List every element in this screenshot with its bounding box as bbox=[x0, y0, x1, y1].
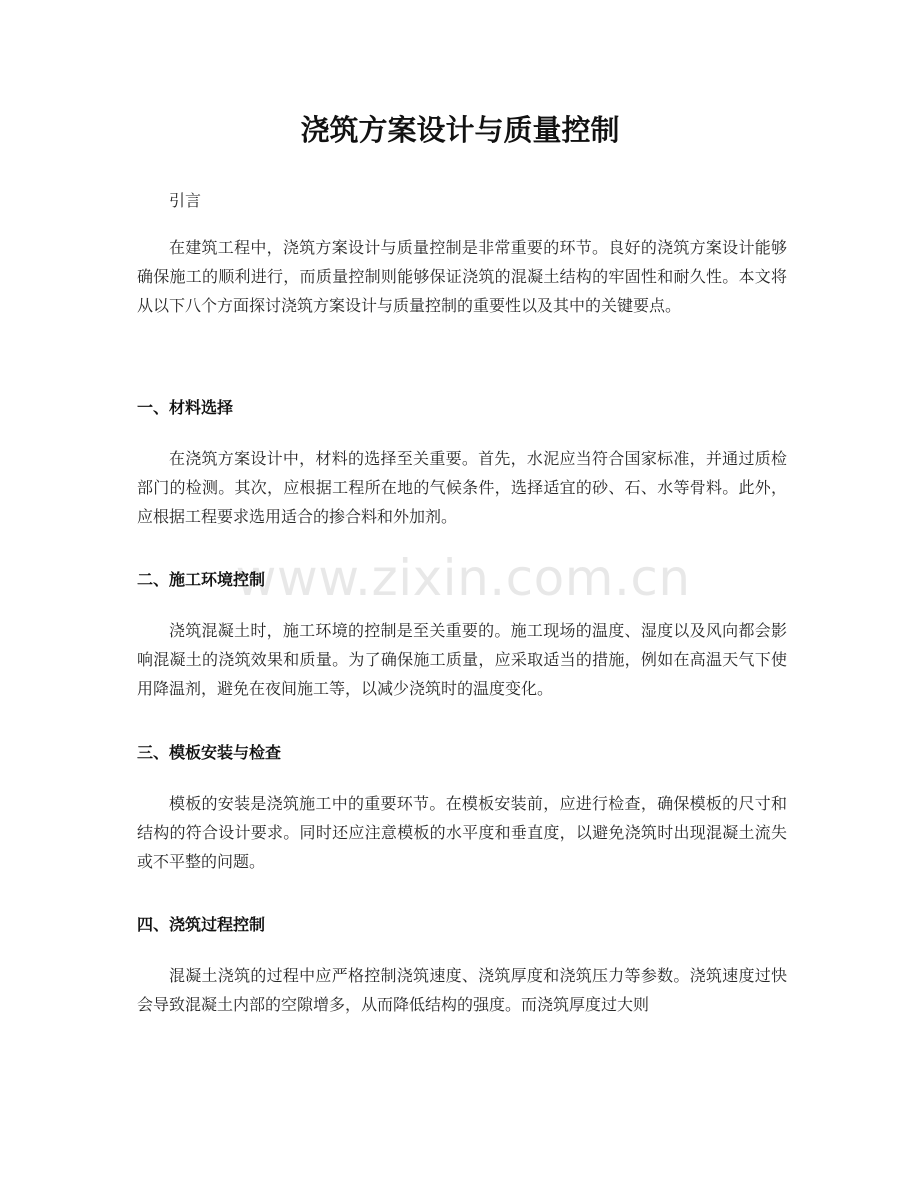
section-3-body-block bbox=[137, 789, 787, 876]
section-paragraph: 浇筑混凝土时，施工环境的控制是至关重要的。施工现场的温度、湿度以及风向都会影响混凝土的浇筑效果和质量。为了确保施工质量，应采取适当的措施，例如在高温天气下使用降温剂，避免在夜间施工等，以减少浇筑时的温度变化。 bbox=[137, 621, 787, 698]
section-4-body-block bbox=[137, 961, 787, 1019]
intro-label-block bbox=[137, 186, 787, 215]
intro-label: 引言 bbox=[169, 191, 202, 210]
section-heading: 一、材料选择 bbox=[137, 398, 234, 417]
section-paragraph: 混凝土浇筑的过程中应严格控制浇筑速度、浇筑厚度和浇筑压力等参数。浇筑速度过快会导致混凝土内部的空隙增多，从而降低结构的强度。而浇筑厚度过大则 bbox=[137, 966, 787, 1014]
section-1-heading-block bbox=[137, 395, 787, 421]
section-heading: 四、浇筑过程控制 bbox=[137, 915, 266, 934]
watermark: www.zixin.com.cn bbox=[235, 549, 691, 607]
section-paragraph: 在浇筑方案设计中，材料的选择至关重要。首先，水泥应当符合国家标准，并通过质检部门的检测。其次，应根据工程所在地的气候条件，选择适宜的砂、石、水等骨料。此外，应根据工程要求选用适合的掺合料和外加剂。 bbox=[137, 449, 787, 526]
section-3-heading-block bbox=[137, 740, 787, 766]
section-heading: 二、施工环境控制 bbox=[137, 570, 266, 589]
section-2-heading-block bbox=[137, 567, 787, 593]
section-heading: 三、模板安装与检查 bbox=[137, 743, 282, 762]
section-1-body-block bbox=[137, 444, 787, 531]
intro-block bbox=[137, 233, 787, 320]
section-4-heading-block bbox=[137, 912, 787, 938]
document-title: 浇筑方案设计与质量控制 bbox=[300, 113, 620, 147]
intro-paragraph: 在建筑工程中，浇筑方案设计与质量控制是非常重要的环节。良好的浇筑方案设计能够确保施工的顺利进行，而质量控制则能够保证浇筑的混凝土结构的牢固性和耐久性。本文将从以下八个方面探讨浇筑方案设计与质量控制的重要性以及其中的关键要点。 bbox=[137, 238, 787, 315]
section-2-body-block bbox=[137, 616, 787, 703]
section-paragraph: 模板的安装是浇筑施工中的重要环节。在模板安装前，应进行检查，确保模板的尺寸和结构的符合设计要求。同时还应注意模板的水平度和垂直度，以避免浇筑时出现混凝土流失或不平整的问题。 bbox=[137, 794, 787, 871]
